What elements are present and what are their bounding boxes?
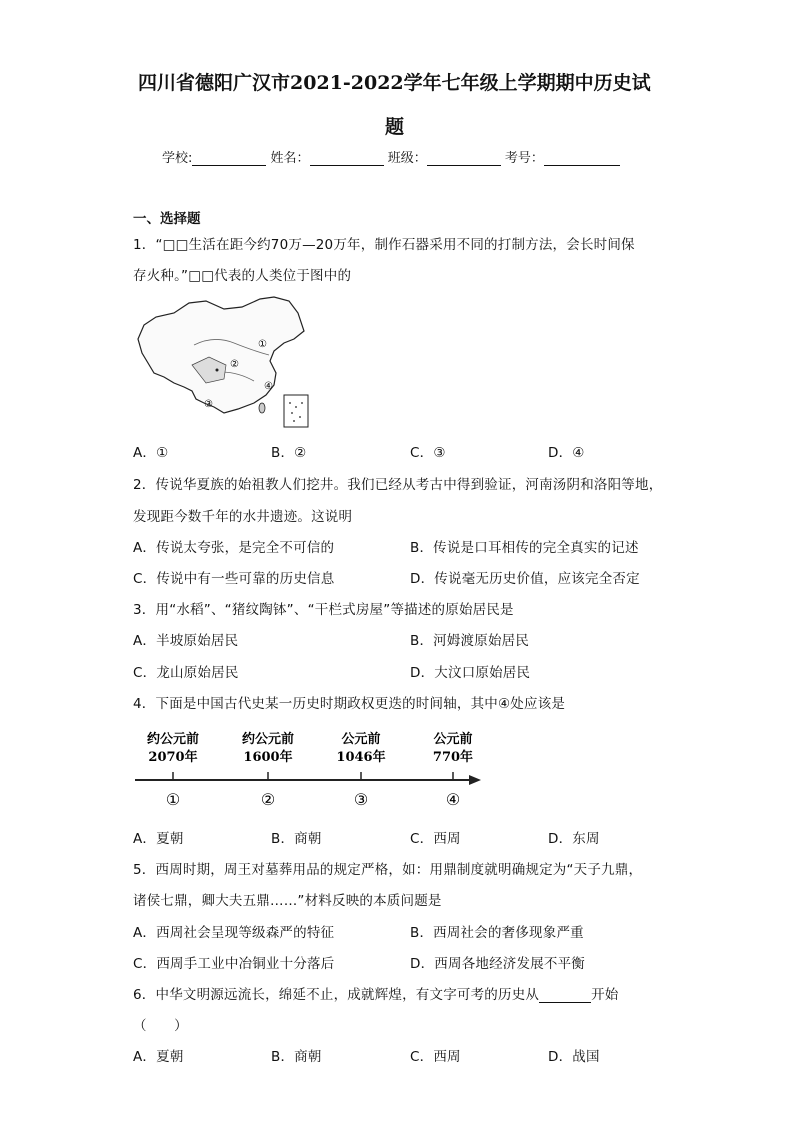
q6-line1-end: 开始 [591,987,619,1003]
q2-line1: 2．传说华夏族的始祖教人们挖井。我们已经从考古中得到验证，河南汤阴和洛阳等地， [133,477,663,493]
q5-option-b[interactable]: B．西周社会的奢侈现象严重 [410,925,584,941]
q6-blank[interactable] [539,1002,591,1003]
q6-option-c[interactable]: C．西周 [410,1049,461,1065]
q3-option-a[interactable]: A．半坡原始居民 [133,633,239,649]
q2-option-c[interactable]: C．传说中有一些可靠的历史信息 [133,571,335,587]
timeline-bottom-1: 2070年 [148,750,198,765]
q6-option-a[interactable]: A．夏朝 [133,1049,184,1065]
timeline [133,725,483,815]
name-label: 姓名： [270,151,310,166]
map-label-2: ② [230,359,239,370]
china-map [134,295,324,429]
timeline-mark-2: ② [260,790,276,809]
timeline-bottom-2: 1600年 [243,750,293,765]
timeline-top-4: 公元前 [433,732,473,747]
q3-option-d[interactable]: D．大汶口原始居民 [410,665,531,681]
school-field[interactable] [192,165,266,166]
timeline-bottom-3: 1046年 [336,750,386,765]
timeline-top-2: 约公元前 [241,732,295,747]
q1-option-a[interactable]: A．① [133,445,169,461]
q1-option-c[interactable]: C．③ [410,445,446,461]
q4-option-a[interactable]: A．夏朝 [133,831,184,847]
timeline-top-1: 约公元前 [146,732,200,747]
timeline-top-3: 公元前 [341,732,381,747]
class-label: 班级： [387,151,427,166]
q2-line2: 发现距今数千年的水井遗迹。这说明 [133,509,353,525]
q4-option-c[interactable]: C．西周 [410,831,461,847]
q3-line1: 3．用“水稻”、“猪纹陶钵”、“干栏式房屋”等描述的原始居民是 [133,602,514,618]
q2-option-a[interactable]: A．传说太夸张，是完全不可信的 [133,540,335,556]
q6-option-b[interactable]: B．商朝 [271,1049,322,1065]
number-field[interactable] [544,165,620,166]
q5-line2: 诸侯七鼎，卿大夫五鼎……”材料反映的本质问题是 [133,893,442,909]
q3-option-c[interactable]: C．龙山原始居民 [133,665,239,681]
q2-option-d[interactable]: D．传说毫无历史价值，应该完全否定 [410,571,640,587]
q6-line1 [133,983,619,1003]
section-heading: 一、选择题 [133,211,201,227]
china-outline [138,297,304,413]
timeline-mark-3: ③ [353,790,369,809]
timeline-mark-1: ① [165,790,181,809]
map-label-1: ① [258,339,267,350]
q6-line1-start: 6．中华文明源远流长，绵延不止，成就辉煌，有文字可考的历史从 [133,987,540,1003]
timeline-mark-4: ④ [445,790,461,809]
q2-option-b[interactable]: B．传说是口耳相传的完全真实的记述 [410,540,639,556]
q5-option-d[interactable]: D．西周各地经济发展不平衡 [410,956,585,972]
student-info [162,147,620,166]
q1-line1: 1．“□□生活在距今约70万—20万年，制作石器采用不同的打制方法，会长时间保 [133,237,635,253]
q1-option-b[interactable]: B．② [271,445,307,461]
q3-option-b[interactable]: B．河姆渡原始居民 [410,633,530,649]
timeline-arrow [469,775,481,785]
q5-option-c[interactable]: C．西周手工业中冶铜业十分落后 [133,956,335,972]
name-field[interactable] [310,165,384,166]
q1-line2: 存火种。”□□代表的人类位于图中的 [133,268,352,284]
q5-line1: 5．西周时期，周王对墓葬用品的规定严格，如：用鼎制度就明确规定为“天子九鼎， [133,862,643,878]
q1-option-d[interactable]: D．④ [548,445,585,461]
q6-option-d[interactable]: D．战国 [548,1049,600,1065]
page-title-line2: 题 [385,116,405,138]
class-field[interactable] [427,165,501,166]
timeline-bottom-4: 770年 [432,750,474,765]
page-title-line1: 四川省德阳广汉市2021-2022学年七年级上学期期中历史试 [138,72,651,94]
number-label: 考号： [504,151,544,166]
q4-option-d[interactable]: D．东周 [548,831,600,847]
q6-line2: （ ） [133,1018,188,1034]
q4-option-b[interactable]: B．商朝 [271,831,322,847]
south-sea-inset [284,395,308,427]
q4-line1: 4．下面是中国古代史某一历史时期政权更迭的时间轴，其中④处应该是 [133,696,566,712]
map-label-4: ④ [264,381,273,392]
map-label-3: ③ [204,399,213,410]
school-label: 学校: [162,151,193,166]
q5-option-a[interactable]: A．西周社会呈现等级森严的特征 [133,925,335,941]
